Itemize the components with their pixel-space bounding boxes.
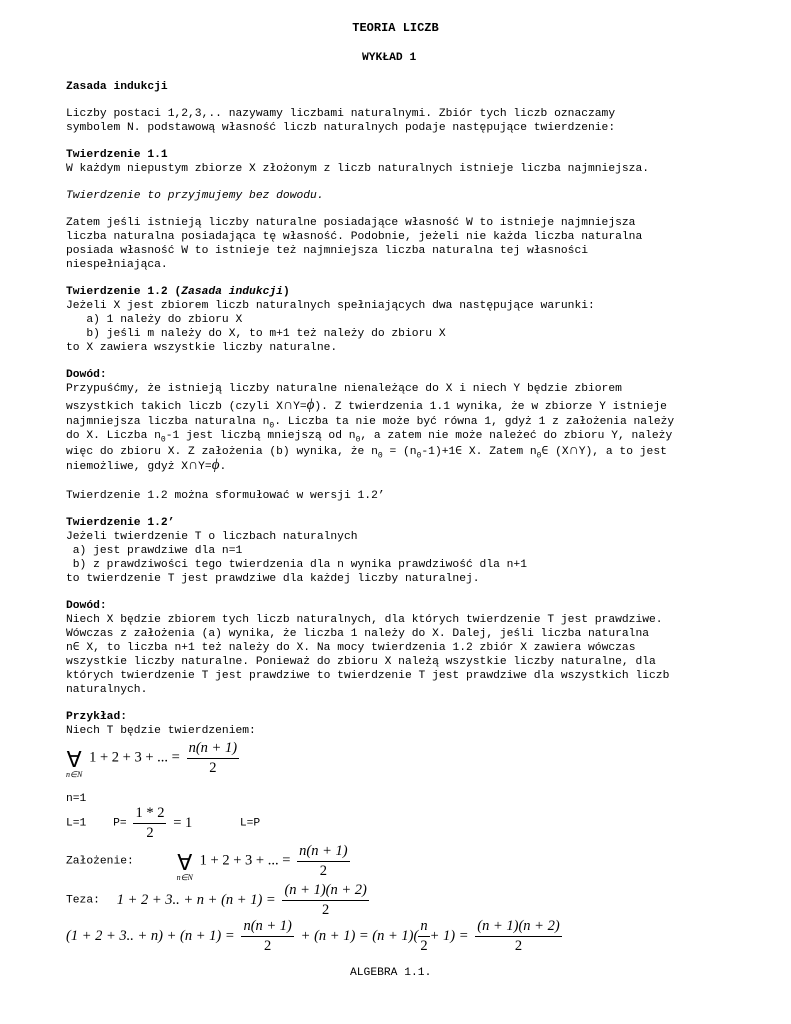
example-intro: Niech T będzie twierdzeniem: — [66, 725, 256, 737]
paragraph-line: posiada własność W to istnieje też najmniejsza liczba naturalna tej własności — [66, 245, 589, 257]
proof-1-line: najmniejsza liczba naturalna $n_0$. Liczba ta nie może być równa 1, gdyż 1 z założenia należy — [66, 416, 675, 431]
forall-symbol: ∀ — [177, 850, 193, 875]
forall-symbol: ∀ — [66, 747, 82, 772]
theorem-1-2-line: to X zawiera wszystkie liczby naturalne. — [66, 342, 338, 354]
paragraph-line: Liczby postaci 1,2,3,.. nazywamy liczbami naturalnymi. Zbiór tych liczb oznaczamy — [66, 108, 616, 120]
page-footer: ALGEBRA 1.1. — [350, 967, 432, 979]
formula-theorem: ∀ n∈N 1 + 2 + 3 + ... = $\frac{n(n + 1)}{2}$ — [66, 740, 238, 779]
proof-2-line: Wówczas z założenia (a) wynika, że liczba 1 należy do X. Dalej, jeśli liczba naturalna — [66, 628, 650, 640]
proof-1-line: do X. Liczba $n_0-1$ jest liczbą mniejszą od $n_0$, a zatem nie może należeć do zbioru Y, należy — [66, 430, 673, 445]
forall-domain: n∈N — [66, 770, 83, 779]
proof-2-line: n∈ X, to liczba n+1 też należy do X. Na mocy twierdzenia 1.2 zbiór X zawiera wówczas — [66, 642, 636, 654]
theorem-1-1-note: Twierdzenie to przyjmujemy bez dowodu. — [66, 190, 324, 202]
base-case-n: n=1 — [66, 793, 87, 805]
proof-2-line: Niech X będzie zbiorem tych liczb naturalnych, dla których twierdzenie T jest prawdziwe. — [66, 614, 663, 626]
base-case-check: L=1 P= $\frac{1 * 2}{2}$ = 1 L=P — [66, 805, 261, 841]
lecture-label: WYKŁAD 1 — [362, 52, 417, 64]
theorem-1-2p-heading: Twierdzenie 1.2’ — [66, 517, 175, 529]
theorem-1-1-heading: Twierdzenie 1.1 — [66, 149, 168, 161]
bridge-text: Twierdzenie 1.2 można sformułować w wersji 1.2’ — [66, 490, 385, 502]
theorem-1-2p-line: b) z prawdziwości tego twierdzenia dla n wynika prawdziwość dla n+1 — [66, 559, 527, 571]
derivation-formula: (1 + 2 + 3.. + n) + (n + 1) = $\frac{n(n + 1)}{2}$ + (n + 1) = (n + 1)( $\frac{n}{2}$ + 1) = $\frac{(n + 1)(n + 2)}{2}$ — [66, 918, 560, 954]
paragraph-line: Zatem jeśli istnieją liczby naturalne posiadające własność W to istnieje najmniejsza — [66, 217, 636, 229]
theorem-1-1-text: W każdym niepustym zbiorze X złożonym z liczb naturalnych istnieje liczba najmniejsza. — [66, 163, 650, 175]
theorem-1-2-line: b) jeśli m należy do X, to m+1 też należy do zbioru X — [66, 328, 446, 340]
proof-1-line: Przypuśćmy, że istnieją liczby naturalne nienależące do X i niech Y będzie zbiorem — [66, 383, 622, 395]
proof-1-line: niemożliwe, gdyż X∩Y=ϕ. — [66, 457, 227, 473]
assumption-formula: Założenie: ∀ n∈N 1 + 2 + 3 + ... = $\frac{n(n + 1)}{2}$ — [66, 843, 348, 882]
example-heading: Przykład: — [66, 711, 128, 723]
paragraph-line: liczba naturalna posiadająca tę własność. Podobnie, jeżeli nie każda liczba naturalna — [66, 231, 643, 243]
forall-domain: n∈N — [176, 873, 193, 882]
section-heading-induction: Zasada indukcji — [66, 81, 168, 93]
proof-1-line: wszystkich takich liczb (czyli X∩Y=ϕ). Z twierdzenia 1.1 wynika, że w zbiorze Y istnieje — [66, 397, 667, 413]
thesis-formula: Teza: 1 + 2 + 3.. + n + (n + 1) = $\frac{(n + 1)(n + 2)}{2}$ — [66, 882, 367, 918]
paragraph-line: symbolem N. podstawową własność liczb naturalnych podaje następujące twierdzenie: — [66, 122, 616, 134]
proof-1-line: więc do zbioru X. Z założenia (b) wynika, że $n_0$ = $(n_0-1)+1\in$ X. Zatem $n_0\in$ (X∩Y), a to jest — [66, 443, 667, 461]
proof-2-line: wszystkie liczby naturalne. Ponieważ do zbioru X należą wszystkie liczby naturalne, dla — [66, 656, 656, 668]
proof-2-line: których twierdzenie T jest prawdziwe to twierdzenie T jest prawdziwe dla wszystkich liczb — [66, 670, 670, 682]
theorem-1-2-line: a) 1 należy do zbioru X — [66, 314, 243, 326]
page-title: TEORIA LICZB — [352, 21, 439, 35]
theorem-1-2p-line: Jeżeli twierdzenie T o liczbach naturalnych — [66, 531, 358, 543]
theorem-1-2-heading: Twierdzenie 1.2 (Zasada indukcji) — [66, 286, 290, 298]
theorem-1-2p-line: to twierdzenie T jest prawdziwe dla każdej liczby naturalnej. — [66, 573, 480, 585]
proof-2-line: naturalnych. — [66, 684, 148, 696]
paragraph-line: niespełniająca. — [66, 259, 168, 271]
theorem-1-2p-line: a) jest prawdziwe dla n=1 — [66, 545, 243, 557]
theorem-1-2-line: Jeżeli X jest zbiorem liczb naturalnych spełniających dwa następujące warunki: — [66, 300, 595, 312]
proof-1-heading: Dowód: — [66, 369, 107, 381]
proof-2-heading: Dowód: — [66, 600, 107, 612]
